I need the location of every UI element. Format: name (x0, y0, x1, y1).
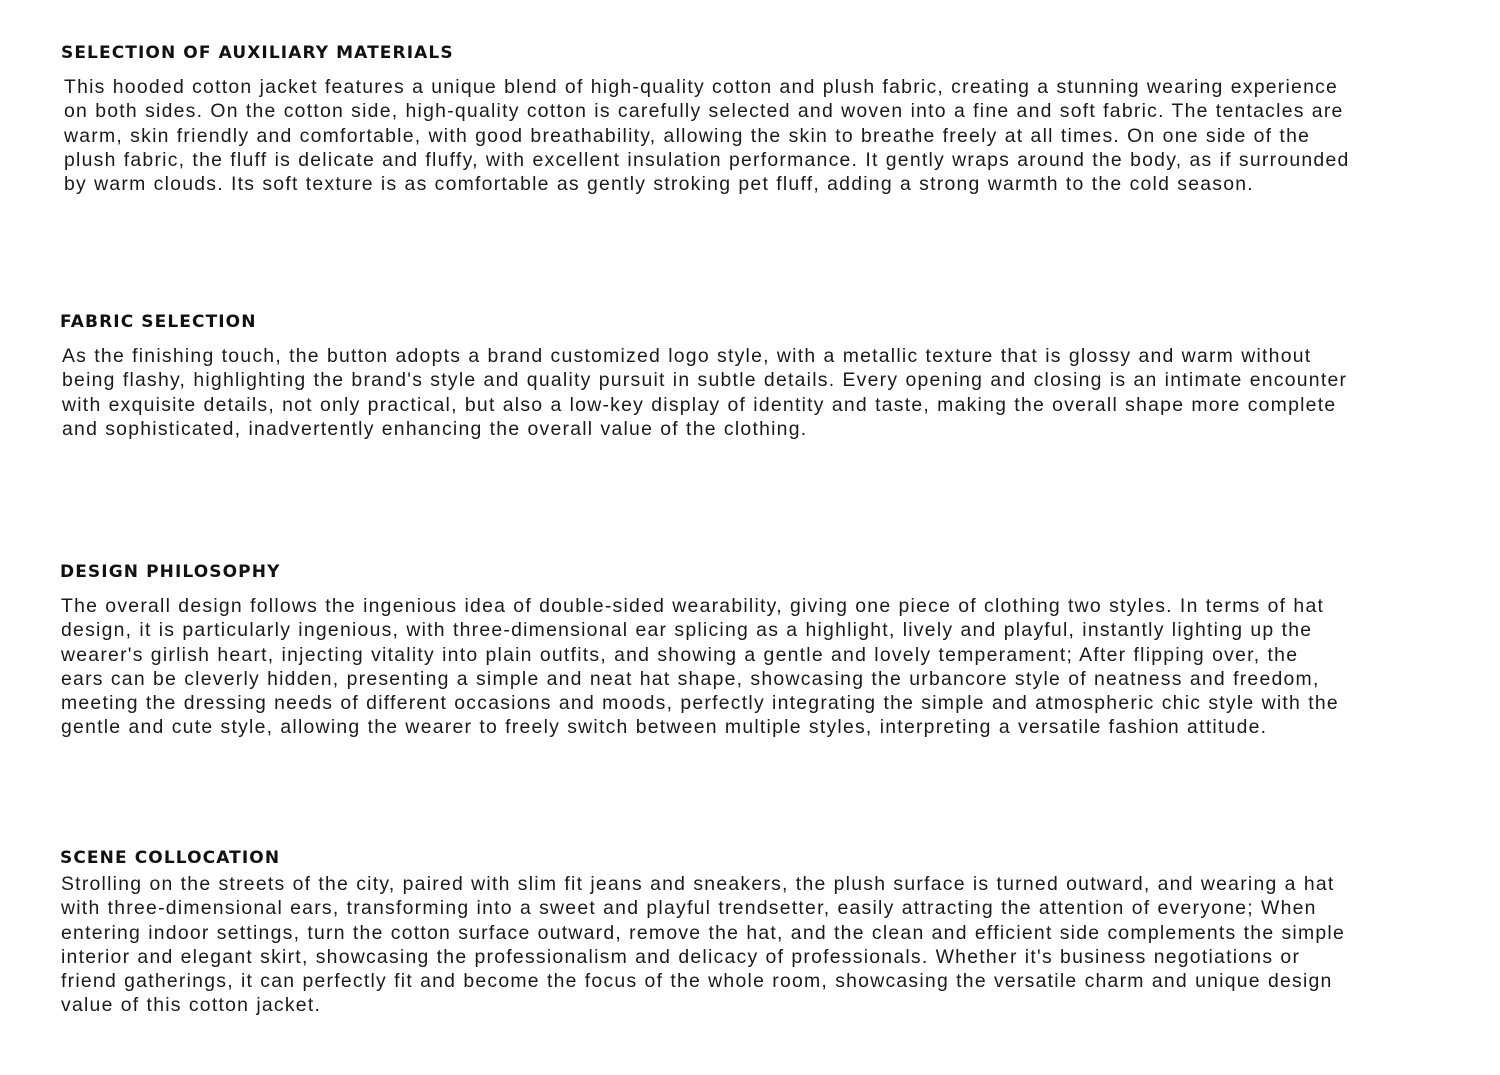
body-line: This hooded cotton jacket features a unique blend of high-quality cotton and plush fabric, creating a stunning wearing experience (64, 76, 1339, 98)
body-line: with three-dimensional ears, transforming into a sweet and playful trendsetter, easily attracting the attention of everyone; When (61, 897, 1317, 920)
body-line: warm, skin friendly and comfortable, with good breathability, allowing the skin to breathe freely at all times. On one side of the (64, 124, 1311, 147)
section-heading: DESIGN PHILOSOPHY (60, 562, 281, 582)
body-line: meeting the dressing needs of different occasions and moods, perfectly integrating the simple and atmospheric chic style with the (61, 692, 1339, 715)
body-line: being flashy, highlighting the brand's style and quality pursuit in subtle details. Every opening and closing is an intimate encounter (62, 369, 1348, 392)
section-design-philosophy (60, 561, 1480, 740)
section-scene-collocation (60, 847, 1480, 1018)
body-line: interior and elegant skirt, showcasing the professionalism and delicacy of professionals. Whether it's business negotiations or (61, 945, 1301, 968)
body-line: on both sides. On the cotton side, high-quality cotton is carefully selected and woven into a fine and soft fabric. The tentacles are (64, 100, 1344, 123)
body-line: value of this cotton jacket. (61, 994, 322, 1017)
body-line: entering indoor settings, turn the cotton surface outward, remove the hat, and the clean and efficient side complements the simple (61, 921, 1346, 944)
section-heading: SELECTION OF AUXILIARY MATERIALS (61, 43, 454, 63)
body-line: with exquisite details, not only practical, but also a low-key display of identity and taste, making the overall shape more complete (62, 393, 1337, 416)
section-body (60, 594, 1480, 740)
body-line: As the finishing touch, the button adopts a brand customized logo style, with a metallic texture that is glossy and warm without (62, 345, 1312, 367)
body-line: plush fabric, the fluff is delicate and fluffy, with excellent insulation performance. It gently wraps around the body, as if surrounded (64, 148, 1350, 171)
body-line: The overall design follows the ingenious idea of double-sided wearability, giving one piece of clothing two styles. In terms of hat (61, 595, 1325, 617)
section-fabric-selection (60, 311, 1480, 441)
body-line: design, it is particularly ingenious, with three-dimensional ear splicing as a highlight, lively and playful, instantly lighting up the (61, 619, 1313, 642)
section-auxiliary-materials (61, 42, 1481, 196)
body-line: friend gatherings, it can perfectly fit and become the focus of the whole room, showcasing the versatile charm and unique design (61, 970, 1333, 993)
body-line: ears can be cleverly hidden, presenting a simple and neat hat shape, showcasing the urbancore style of neatness and freedom, (61, 667, 1320, 690)
body-line: by warm clouds. Its soft texture is as comfortable as gently stroking pet fluff, adding a strong warmth to the cold season. (64, 173, 1254, 196)
section-heading: SCENE COLLOCATION (60, 848, 281, 868)
section-heading: FABRIC SELECTION (60, 312, 257, 332)
body-line: wearer's girlish heart, injecting vitality into plain outfits, and showing a gentle and lovely temperament; After flipping over, the (61, 643, 1299, 666)
body-line: gentle and cute style, allowing the wearer to freely switch between multiple styles, interpreting a versatile fashion attitude. (61, 716, 1268, 739)
section-body (60, 872, 1480, 1018)
section-body (60, 344, 1480, 441)
body-line: and sophisticated, inadvertently enhancing the overall value of the clothing. (62, 417, 808, 440)
body-line: Strolling on the streets of the city, paired with slim fit jeans and sneakers, the plush surface is turned outward, and wearing a hat (61, 873, 1335, 895)
section-body (61, 75, 1481, 196)
